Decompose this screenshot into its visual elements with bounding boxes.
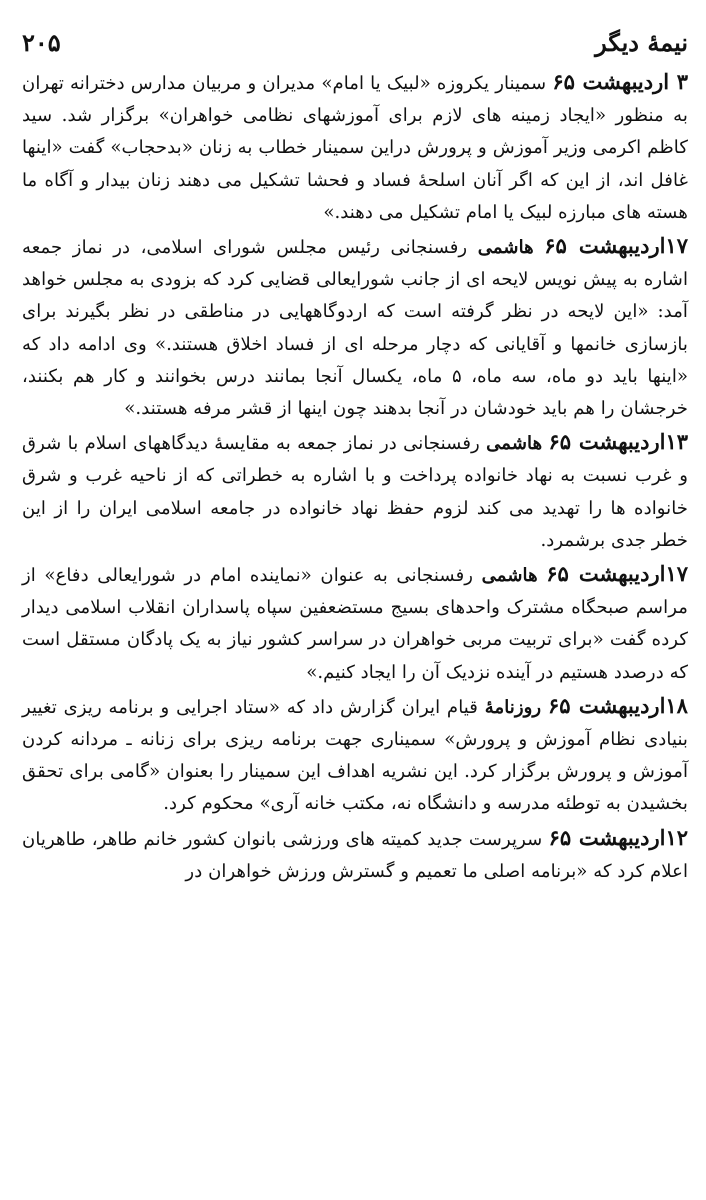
chronology-entries [22,66,688,888]
entry-text: سرپرست جدید کمیته های ورزشی بانوان کشور خانم طاهر، طاهریان اعلام کرد که «برنامه اصلی ما تعمیم و گسترش ورزش خواهران در [22,828,688,882]
page-number: ۲۰۵ [22,27,61,57]
chronology-entry [22,426,688,557]
chronology-entry [22,822,688,888]
entry-date: ۱۸اردیبهشت ۶۵ [547,692,688,718]
chronology-entry [22,558,688,689]
entry-text: رفسنجانی به عنوان «نماینده امام در شورایعالی دفاع» از مراسم صبحگاه مشترک واحدهای بسیج مستضعفین سپاه پاسداران انقلاب اسلامی دیدار کرده گفت «برای تربیت مربی خواهران در سراسر کشور نیاز به یک پادگان مستقل است که درصدد هستیم در آینده نزدیک آن را ایجاد کنیم.» [22,565,688,683]
chronology-entry [22,690,688,821]
entry-source: هاشمی [477,237,534,259]
entry-date: ۱۲اردیبهشت ۶۵ [548,824,689,850]
running-title: نیمهٔ دیگر [595,27,688,57]
entry-text: سمینار یکروزه «لبیک یا امام» مدیران و مربیان مدارس دخترانه تهران به منظور «ایجاد زمینه های لازم برای آموزشهای نظامی خواهران» برگزار شد. سید کاظم اکرمی وزیر آموزش و پرورش دراین سمینار خطاب به زنان «بدحجاب» گفت «اینها غافل اند، از این که اگر آنان اسلحهٔ فساد و فحشا تشکیل می دهند زنان بیدار و آگاه ما هسته های مبارزه لبیک یا امام تشکیل می دهند.» [22,73,688,223]
entry-text: رفسنجانی در نماز جمعه به مقایسهٔ دیدگاههای اسلام با شرق و غرب نسبت به نهاد خانواده پرداخت و با اشاره به خطراتی که از ناحیه غرب و شرق خانواده ها را تهدید می کند لزوم حفظ نهاد خانواده در جامعه اسلامی ایران را از این خطر جدی برشمرد. [22,433,688,551]
entry-date: ۱۷اردیبهشت ۶۵ [546,561,688,587]
chronology-entry [22,230,688,425]
entry-date: ۳ اردیبهشت ۶۵ [552,69,688,94]
entry-text: قیام ایران گزارش داد که «ستاد اجرایی و برنامه ریزی تغییر بنیادی نظام آموزش و پرورش» سمیناری جهت برنامه ریزی برای زنانه ـ مردانه کردن آموزش و پرورش برگزار کرد. این نشریه اهداف این سمینار را بعنوان «گامی برای تحقق بخشیدن به توطئه مدرسه و دانشگاه نه، مکتب خانه آری» محکوم کرد. [22,696,688,815]
chronology-entry [22,66,688,229]
entry-date: ۱۳اردیبهشت ۶۵ [548,429,688,455]
entry-date: ۱۷اردیبهشت ۶۵ [544,233,688,259]
entry-source: هاشمی [486,433,543,455]
entry-text: رفسنجانی رئیس مجلس شورای اسلامی، در نماز جمعه اشاره به پیش نویس لایحه ای از جانب شورایعالی قضایی کرد که بزودی به مجلس خواهد آمد: «این لایحه در نظر گرفته است که اردوگاههایی در مناطقی در نظر بگیرند برای بازسازی خانمها و آقایانی که دچار مرحله ای از فساد اخلاق هستند.» وی ادامه داد که «اینها باید دو ماه، سه ماه، ۵ ماه، یکسال آنجا بمانند درس بخوانند و کار هم بکنند، خرجشان را هم باید خودشان در آنجا بدهند چون اینها از قشر مرفه هستند.» [22,237,688,420]
entry-source: هاشمی [481,565,538,587]
entry-source: روزنامهٔ [484,696,542,718]
page-header [22,22,688,62]
